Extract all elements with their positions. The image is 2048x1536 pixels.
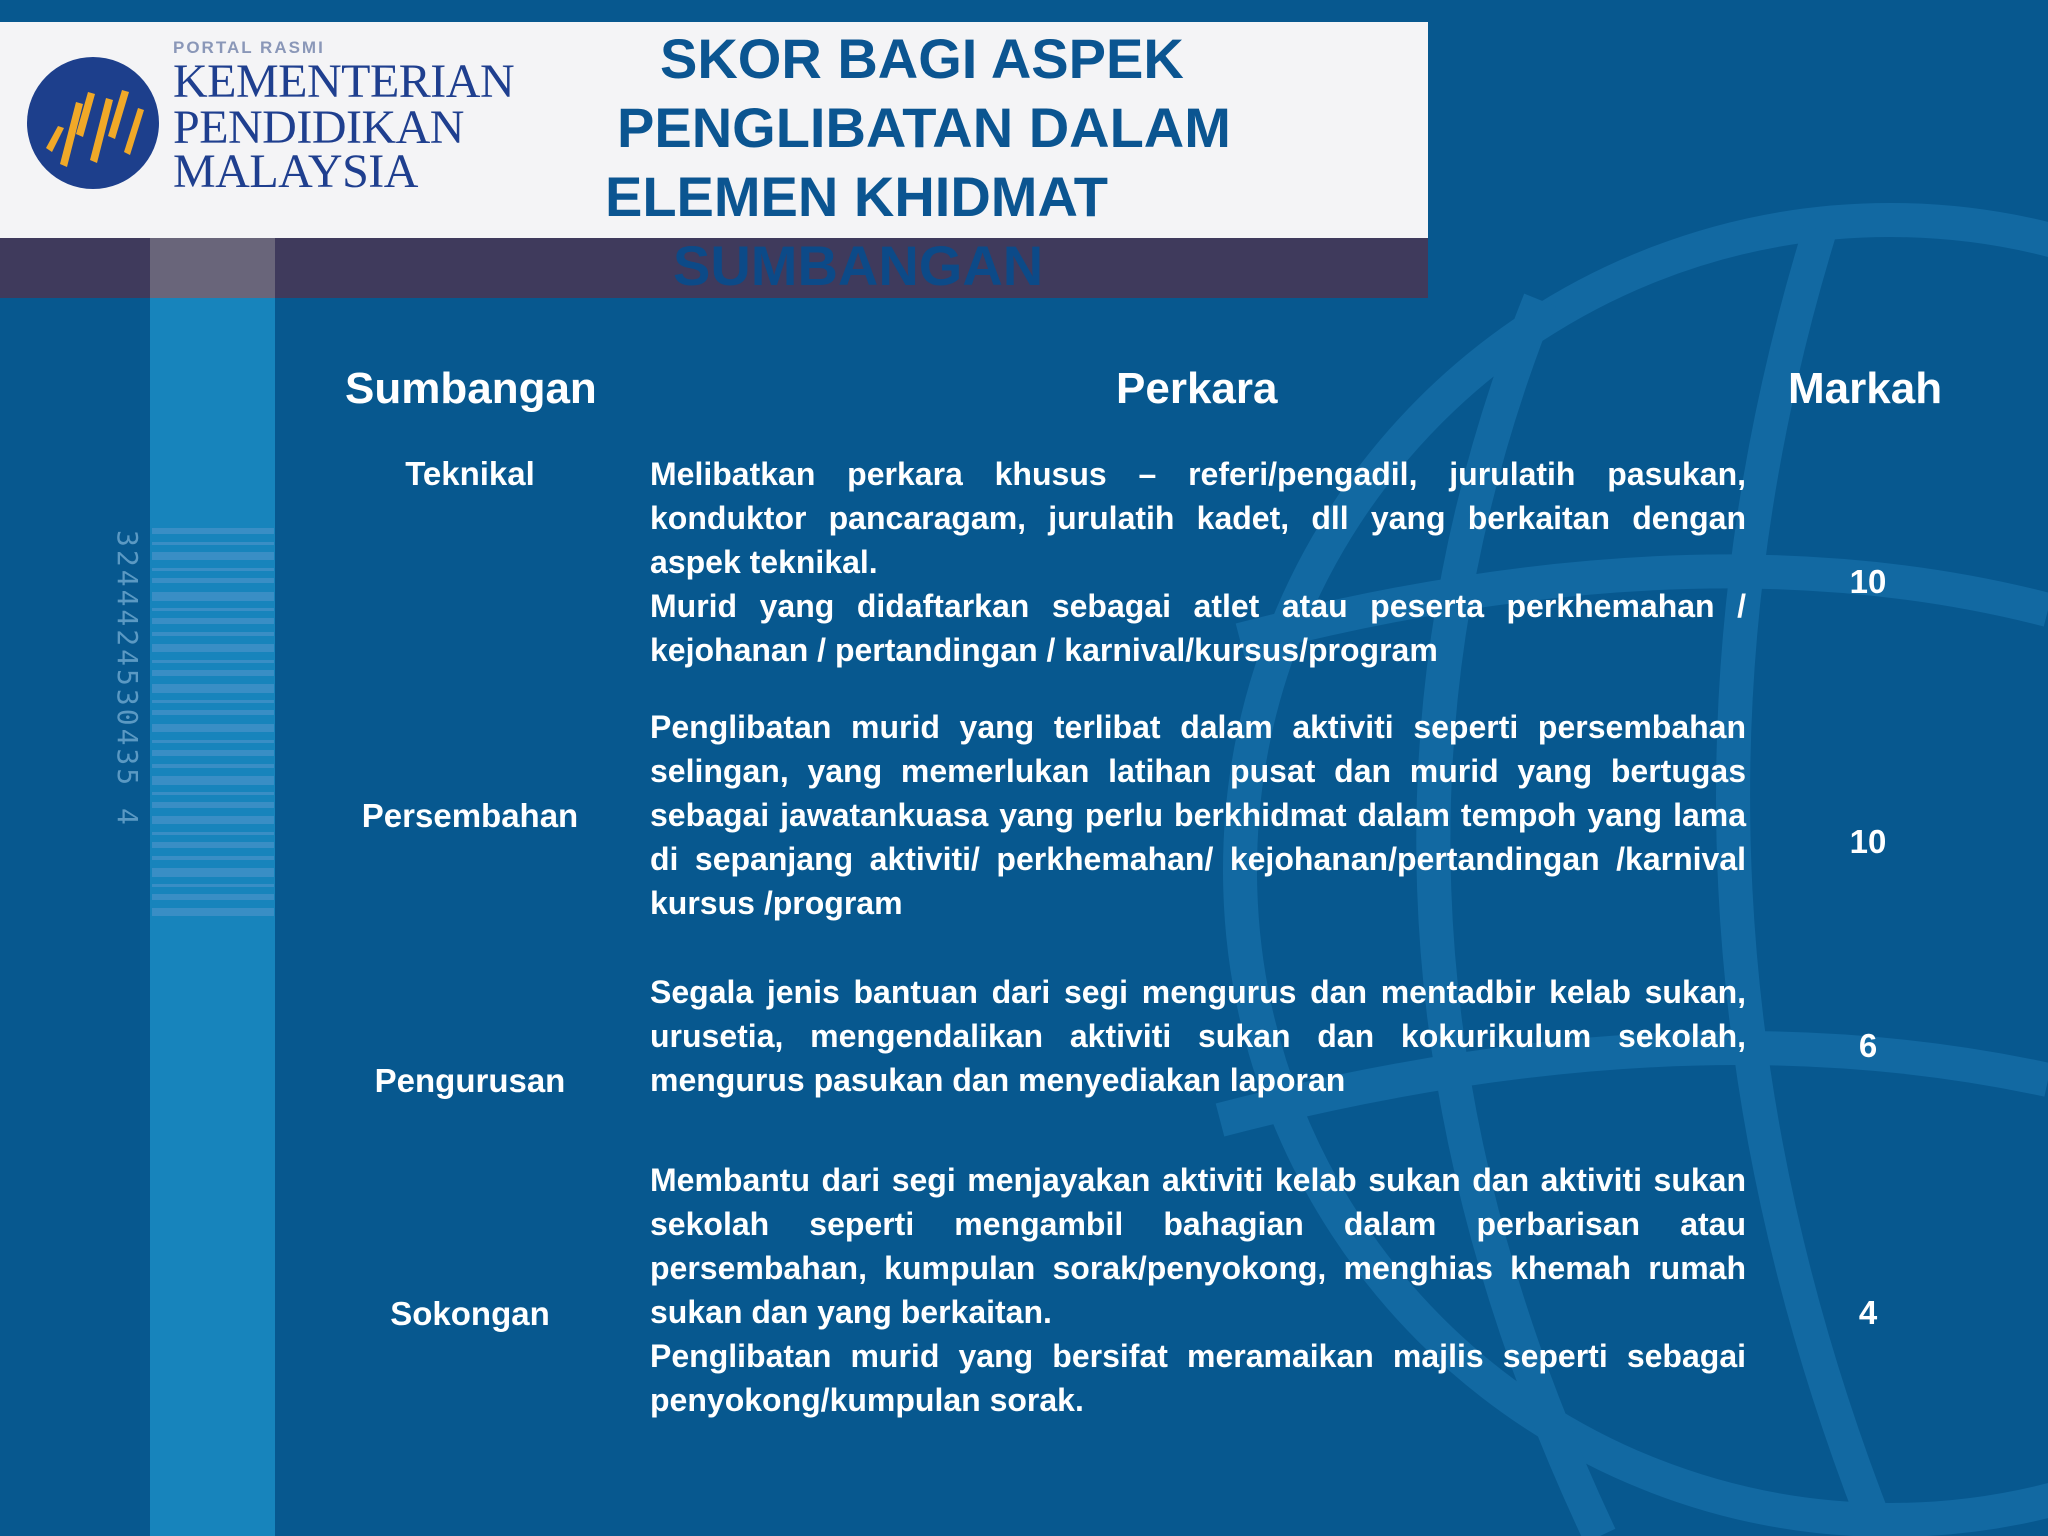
description-paragraph: Segala jenis bantuan dari segi mengurus dan mentadbir kelab sukan, urusetia, mengendalikan aktiviti sukan dan kokurikulum sekolah, mengurus pasukan dan menyediakan laporan [650, 974, 1746, 1098]
kpm-emblem-icon [24, 56, 162, 190]
title-line-4: SUMBANGAN [673, 234, 1044, 297]
row-label: Persembahan [361, 797, 579, 834]
logo-line-malaysia: MALAYSIA [173, 145, 418, 198]
description-paragraph: Melibatkan perkara khusus – referi/pengadil, jurulatih pasukan, konduktor pancaragam, jurulatih kadet, dll yang berkaitan dengan aspek teknikal. [650, 456, 1746, 580]
row-mark: 10 [1849, 823, 1887, 860]
row-label: Sokongan [390, 1295, 550, 1332]
logo-line-kementerian: KEMENTERIAN [173, 55, 515, 108]
row-label: Teknikal [405, 455, 535, 492]
title-line-1: SKOR BAGI ASPEK [660, 27, 1184, 90]
title-line-3: ELEMEN KHIDMAT [605, 165, 1108, 228]
header-band-highlight [150, 238, 275, 298]
column-header-sumbangan: Sumbangan [345, 364, 597, 413]
description-paragraph: Murid yang didaftarkan sebagai atlet atau peserta perkhemahan / kejohanan / pertandingan / karnival/kursus/program [650, 588, 1746, 668]
row-description [650, 452, 1746, 672]
row-description [650, 970, 1746, 1102]
vertical-stripe [150, 298, 275, 1536]
row-mark: 10 [1849, 563, 1887, 600]
row-description [650, 1158, 1746, 1422]
column-header-markah: Markah [1788, 364, 1943, 413]
logo-portal-text: PORTAL RASMI [173, 38, 325, 57]
slide-title [560, 24, 1300, 300]
title-line-2: PENGLIBATAN DALAM [617, 96, 1231, 159]
barcode-digits: 3244424530435 4 [111, 530, 144, 828]
description-paragraph: Penglibatan murid yang bersifat meramaikan majlis seperti sebagai penyokong/kumpulan sorak. [650, 1338, 1746, 1418]
column-header-perkara: Perkara [1116, 364, 1278, 413]
row-description [650, 705, 1746, 925]
description-paragraph: Membantu dari segi menjayakan aktiviti kelab sukan dan aktiviti sukan sekolah seperti mengambil bahagian dalam perbarisan atau persembahan, kumpulan sorak/penyokong, menghias khemah rumah sukan dan yang berkaitan. [650, 1162, 1746, 1330]
row-label: Pengurusan [374, 1062, 566, 1099]
row-mark: 6 [1858, 1027, 1878, 1064]
logo-line-pendidikan: PENDIDIKAN [173, 101, 464, 154]
description-paragraph: Penglibatan murid yang terlibat dalam aktiviti seperti persembahan selingan, yang memerlukan latihan pusat dan murid yang bertugas sebagai jawatankuasa yang perlu berkhidmat dalam tempoh yang lama di sepanjang aktiviti/ perkhemahan/ kejohanan/pertandingan /karnival kursus /program [650, 709, 1746, 921]
row-mark: 4 [1858, 1294, 1878, 1331]
